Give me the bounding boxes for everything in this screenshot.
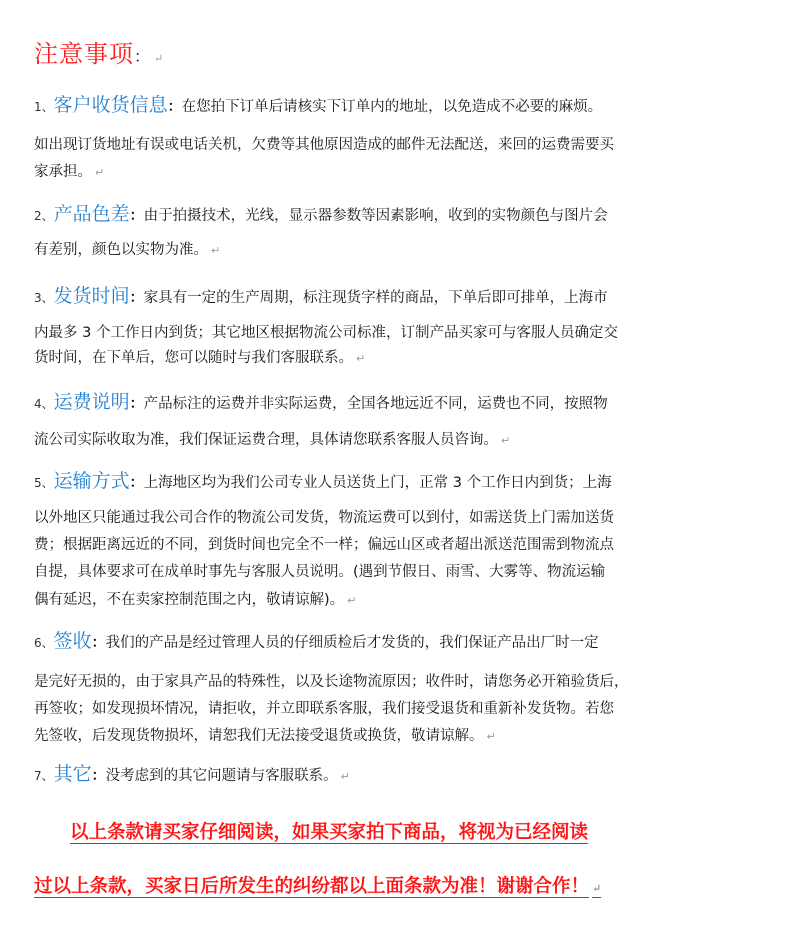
item-text: 我们的产品是经过管理人员的仔细质检后才发货的，我们保证产品出厂时一定 [105,635,599,651]
item-colon: ： [129,475,144,491]
item-colon: ： [129,396,144,412]
item-2-line-1 [34,205,608,225]
item-1-line-2: 如出现订货地址有误或电话关机，欠费等其他原因造成的邮件无法配送，来回的运费需要买 [34,137,614,153]
title-text: 注意事项 [34,40,134,68]
document-title [34,34,164,69]
item-3-line-1 [34,287,608,307]
item-number: 3、 [34,291,54,305]
paragraph-mark-icon: ↵ [154,52,165,65]
item-colon: ： [91,635,106,651]
paragraph-mark-icon: ↵ [347,594,357,607]
paragraph-mark-icon: ↵ [356,352,366,365]
item-heading: 签收 [53,630,92,652]
item-number: 7、 [34,769,54,783]
item-number: 4、 [34,397,54,411]
item-heading: 其它 [53,763,92,785]
item-text: 有差别，颜色以实物为准。 [34,242,208,258]
paragraph-mark-icon: ↵ [592,882,602,895]
item-6-line-1 [34,632,599,652]
item-colon: ： [91,768,106,784]
item-6-line-3: 再签收；如发现损坏情况，请拒收，并立即联系客服，我们接受退货和重新补发货物。若您 [34,701,614,717]
paragraph-mark-icon: ↵ [501,434,511,447]
item-heading: 客户收货信息 [53,94,168,116]
item-3-line-2: 内最多 3 个工作日内到货；其它地区根据物流公司标准，订制产品买家可与客服人员确定交 [34,325,618,341]
footer-text: 过以上条款，买家日后所发生的纠纷都以上面条款为准！谢谢合作！ [34,876,590,897]
item-text: 货时间，在下单后，您可以随时与我们客服联系。 [34,350,353,366]
item-5-line-1 [34,472,612,492]
item-number: 1、 [34,100,54,114]
item-4-line-2 [34,431,510,450]
item-1-line-1 [34,96,602,116]
footer-notice-line-1: 以上条款请买家仔细阅读，如果买家拍下商品，将视为已经阅读 [70,822,589,843]
paragraph-mark-icon: ↵ [211,244,221,257]
title-colon: ： [134,47,152,66]
item-text: 偶有延迟，不在卖家控制范围之内，敬请谅解)。 [34,592,345,608]
item-text: 家具有一定的生产周期，标注现货字样的商品，下单后即可排单，上海市 [143,290,608,306]
footer-notice-line-2 [34,872,601,898]
item-text: 产品标注的运费并非实际运费，全国各地远近不同，运费也不同，按照物 [143,396,608,412]
item-5-line-3: 费；根据距离远近的不同，到货时间也完全不一样；偏远山区或者超出派送范围需到物流点 [34,537,614,553]
item-heading: 运输方式 [53,470,130,492]
item-2-line-2 [34,241,220,260]
item-text: 上海地区均为我们公司专业人员送货上门，正常 3 个工作日内到货；上海 [143,475,612,491]
item-4-line-1 [34,393,608,413]
item-6-line-4 [34,727,496,746]
item-text: 由于拍摄技术，光线，显示器参数等因素影响，收到的实物颜色与图片会 [143,208,608,224]
paragraph-mark-icon: ↵ [486,730,496,743]
item-text: 没考虑到的其它问题请与客服联系。 [105,768,338,784]
item-number: 5、 [34,476,54,490]
paragraph-mark-icon: ↵ [340,770,350,783]
item-5-line-5 [34,591,356,610]
item-5-line-4: 自提，具体要求可在成单时事先与客服人员说明。(遇到节假日、雨雪、大雾等、物流运输 [34,564,606,580]
item-text: 家承担。 [34,164,92,180]
item-1-line-3 [34,163,104,182]
item-text: 流公司实际收取为准，我们保证运费合理，具体请您联系客服人员咨询。 [34,432,498,448]
item-number: 2、 [34,209,54,223]
item-colon: ： [129,290,144,306]
item-7-line-1 [34,765,350,786]
item-text: 在您拍下订单后请核实下订单内的地址，以免造成不必要的麻烦。 [181,99,603,115]
item-6-line-2: 是完好无损的，由于家具产品的特殊性，以及长途物流原因；收件时，请您务必开箱验货后， [34,674,629,690]
paragraph-mark-icon: ↵ [95,166,105,179]
item-3-line-3 [34,349,365,368]
item-number: 6、 [34,636,54,650]
item-5-line-2: 以外地区只能通过我公司合作的物流公司发货，物流运费可以到付，如需送货上门需加送货 [34,510,614,526]
item-text: 先签收，后发现货物损坏，请恕我们无法接受退货或换货，敬请谅解。 [34,728,484,744]
item-colon: ： [167,99,182,115]
item-heading: 产品色差 [53,203,130,225]
item-heading: 发货时间 [53,285,130,307]
item-heading: 运费说明 [53,391,130,413]
item-colon: ： [129,208,144,224]
